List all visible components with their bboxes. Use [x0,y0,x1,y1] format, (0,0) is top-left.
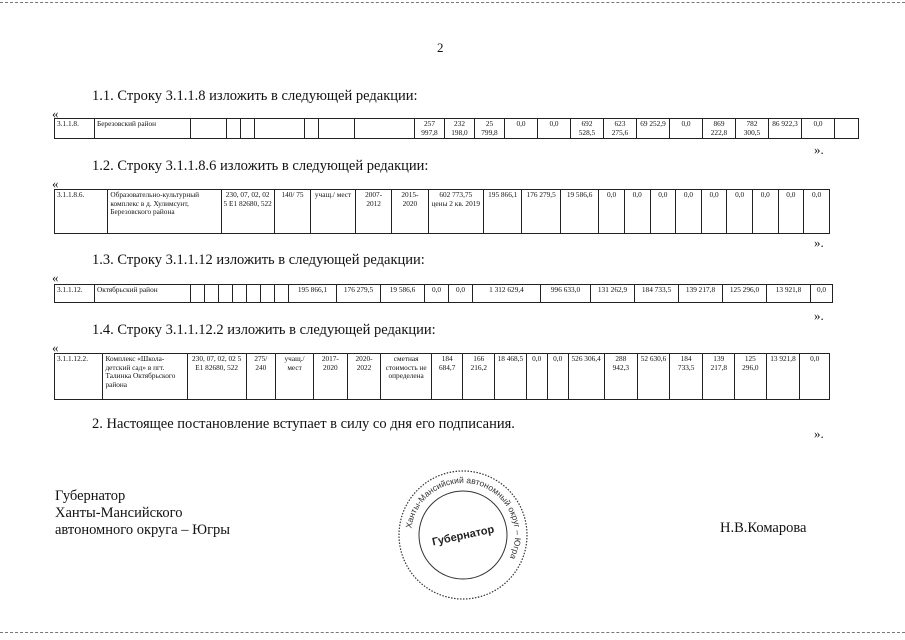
cell: учащ./ мест [276,354,314,400]
cell: 131 262,9 [591,285,635,303]
cell: 0,0 [538,119,571,139]
signer-title-line: Ханты-Мансийского [55,505,183,521]
section-heading-1-2: 1.2. Строку 3.1.1.8.6 изложить в следующей редакции: [92,158,429,174]
cell: 0,0 [449,285,473,303]
quote-close: ». [814,308,824,323]
cell [233,285,247,303]
signer-title [55,488,230,539]
cell: 2007-2012 [355,190,391,234]
cell: 0,0 [804,190,830,234]
cell: 13 921,8 [766,354,800,400]
cell: 0,0 [425,285,449,303]
cell: 869 222,8 [703,119,736,139]
cell: 0,0 [727,190,753,234]
cell: 232 198,0 [445,119,475,139]
cell: 166 216,2 [463,354,495,400]
page-top-edge [0,2,905,3]
cell: 176 279,5 [337,285,381,303]
seal-center-text: Губернатор [431,523,496,549]
cell: 18 468,5 [495,354,527,400]
cell [275,285,289,303]
cell-code: 3.1.1.12. [55,285,95,303]
cell [191,119,227,139]
cell: 2015-2020 [392,190,428,234]
table-row-3-1-1-8-6 [54,189,830,234]
cell-code: 3.1.1.12.2. [55,354,103,400]
cell [227,119,241,139]
cell: 230, 07, 02, 02 5 Е1 82680, 522 [187,354,246,400]
cell: 0,0 [800,354,830,400]
signer-title-line: автономного округа – Югры [55,522,231,538]
quote-close: ». [814,426,824,441]
cell: 0,0 [599,190,625,234]
page-bottom-edge [0,632,905,633]
cell: учащ./ мест [311,190,356,234]
cell: 692 528,5 [571,119,604,139]
cell [835,119,859,139]
cell [319,119,355,139]
cell-name: Комплекс «Школа-детский сад» в пгт. Талинка Октябрьского района [103,354,187,400]
cell-name: Образовательно-культурный комплекс в д. Хулимсунт, Березовского района [108,190,221,234]
cell: 275/ 240 [246,354,275,400]
cell: 0,0 [701,190,727,234]
cell: 0,0 [811,285,833,303]
section-heading-1-4: 1.4. Строку 3.1.1.12.2 изложить в следующей редакции: [92,322,436,338]
cell [241,119,255,139]
quote-open: « [52,270,59,285]
cell: 19 586,6 [560,190,598,234]
cell: 602 773,75 цены 2 кв. 2019 [428,190,484,234]
cell-code: 3.1.1.8.6. [55,190,108,234]
cell: 623 275,6 [604,119,637,139]
cell: 526 306,4 [568,354,604,400]
cell: 2020-2022 [347,354,381,400]
cell-code: 3.1.1.8. [55,119,95,139]
cell [255,119,305,139]
cell: 184 684,7 [431,354,463,400]
quote-close: ». [814,235,824,250]
cell: 2017-2020 [314,354,348,400]
section-heading-1-3: 1.3. Строку 3.1.1.12 изложить в следующей редакции: [92,252,425,268]
table-row-3-1-1-12 [54,284,833,303]
table-row-3-1-1-12-2 [54,353,830,400]
cell [305,119,319,139]
cell [191,285,205,303]
cell: 0,0 [526,354,547,400]
cell: 0,0 [624,190,650,234]
page-number: 2 [437,40,444,55]
section-heading-1-1: 1.1. Строку 3.1.1.8 изложить в следующей редакции: [92,88,418,104]
signer-title-line: Губернатор [55,488,126,504]
cell [247,285,261,303]
cell: 1 312 629,4 [473,285,541,303]
cell: 139 217,8 [679,285,723,303]
cell: 0,0 [505,119,538,139]
seal-ring-text: Ханты-Мансийский автономный округ – Югра [403,474,524,561]
cell: 52 630,6 [638,354,670,400]
cell: 288 942,3 [604,354,638,400]
cell: 19 586,6 [381,285,425,303]
cell-name: Березовский район [95,119,191,139]
cell: 195 866,1 [484,190,522,234]
cell [355,119,415,139]
cell: сметная стоимость не определена [381,354,432,400]
cell: 0,0 [752,190,778,234]
cell: 125 296,0 [723,285,767,303]
table-row-3-1-1-8 [54,118,859,139]
cell: 0,0 [650,190,676,234]
cell: 0,0 [676,190,702,234]
cell [219,285,233,303]
cell: 86 922,3 [769,119,802,139]
cell [205,285,219,303]
quote-close: ». [814,142,824,157]
cell-name: Октябрьский район [95,285,191,303]
cell: 0,0 [778,190,804,234]
signer-name: Н.В.Комарова [720,520,807,536]
cell: 25 799,8 [475,119,505,139]
quote-open: « [52,340,59,355]
cell: 195 866,1 [289,285,337,303]
cell: 140/ 75 [274,190,310,234]
official-seal [396,468,530,602]
quote-open: « [52,106,59,121]
cell: 176 279,5 [522,190,560,234]
cell: 125 296,0 [735,354,767,400]
quote-open: « [52,176,59,191]
cell: 257 997,8 [415,119,445,139]
cell: 996 633,0 [541,285,591,303]
paragraph-2: 2. Настоящее постановление вступает в силу со дня его подписания. [92,416,515,432]
cell: 69 252,9 [637,119,670,139]
cell: 0,0 [802,119,835,139]
cell: 0,0 [670,119,703,139]
cell [261,285,275,303]
cell: 230, 07, 02, 02 5 Е1 82680, 522 [221,190,274,234]
cell: 184 733,5 [669,354,703,400]
cell: 0,0 [547,354,568,400]
cell: 184 733,5 [635,285,679,303]
cell: 782 300,5 [736,119,769,139]
cell: 13 921,8 [767,285,811,303]
cell: 139 217,8 [703,354,735,400]
